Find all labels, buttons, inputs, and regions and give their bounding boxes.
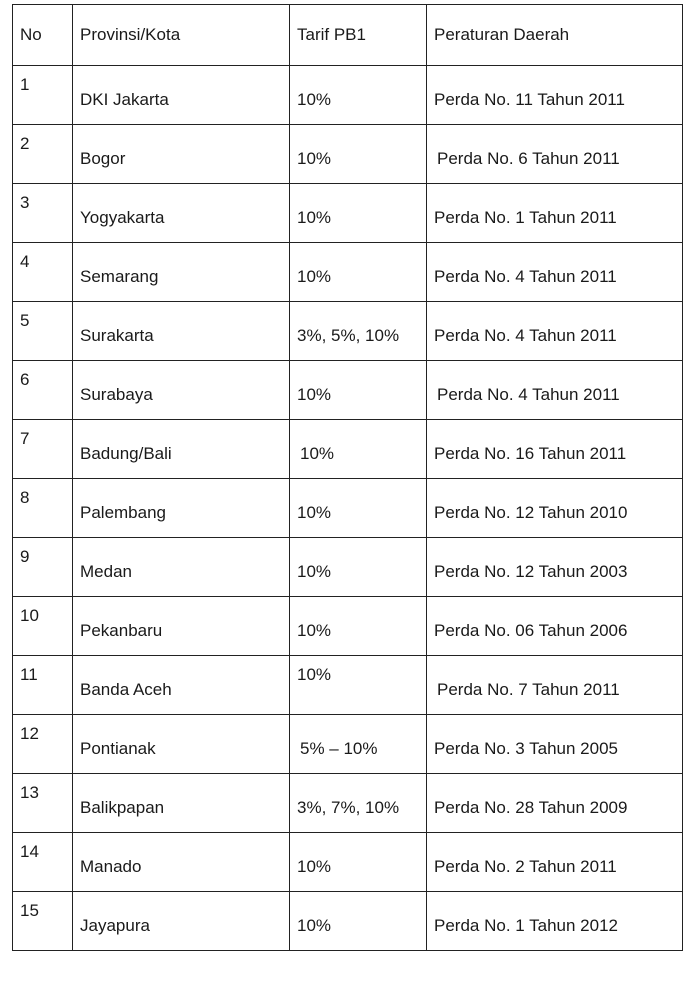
perda-value-cell [427,479,683,538]
tarif-value-cell [290,538,427,597]
row-number-cell [13,715,73,774]
tarif-value-cell [290,125,427,184]
tarif-value-cell [290,715,427,774]
city-name-cell [73,833,290,892]
tarif-pb1-table [12,4,683,951]
tarif-value-cell [290,833,427,892]
city-name-cell [73,538,290,597]
tarif-value: 10% [297,916,332,935]
row-number: 15 [20,901,39,920]
city-name-cell [73,420,290,479]
tarif-value-cell [290,597,427,656]
city-name: Palembang [80,503,167,522]
city-name: Jayapura [80,916,150,935]
tarif-value-cell [290,656,427,715]
city-name: Yogyakarta [80,208,165,227]
row-number-cell [13,302,73,361]
tarif-value: 10% [297,562,332,581]
row-number: 6 [20,370,30,389]
perda-value-cell [427,892,683,951]
tarif-value: 10% [300,444,335,463]
table-row [13,833,683,892]
tarif-value: 3%, 7%, 10% [297,798,400,817]
table-row [13,243,683,302]
perda-value-cell [427,243,683,302]
row-number-cell [13,361,73,420]
row-number-cell [13,656,73,715]
row-number: 13 [20,783,39,802]
tarif-value-cell [290,420,427,479]
city-name-cell [73,184,290,243]
perda-value-cell [427,420,683,479]
perda-value: Perda No. 12 Tahun 2010 [434,503,628,522]
tarif-value-cell [290,774,427,833]
row-number: 7 [20,429,30,448]
row-number-cell [13,774,73,833]
perda-value: Perda No. 1 Tahun 2012 [434,916,618,935]
city-name: Bogor [80,149,126,168]
table-row [13,184,683,243]
perda-value-cell [427,66,683,125]
city-name-cell [73,479,290,538]
table-row [13,420,683,479]
city-name-cell [73,66,290,125]
city-name: Surabaya [80,385,153,404]
tarif-value-cell [290,302,427,361]
table-body [13,5,683,951]
perda-value: Perda No. 16 Tahun 2011 [434,444,627,463]
row-number-cell [13,66,73,125]
tarif-value: 10% [297,857,332,876]
row-number: 11 [20,665,38,684]
city-name: Balikpapan [80,798,165,817]
city-name: Surakarta [80,326,154,345]
city-name-cell [73,597,290,656]
row-number: 12 [20,724,39,743]
city-name-cell [73,656,290,715]
perda-value: Perda No. 28 Tahun 2009 [434,798,628,817]
tarif-value-cell [290,479,427,538]
row-number: 3 [20,193,30,212]
table-row [13,892,683,951]
city-name-cell [73,125,290,184]
row-number: 9 [20,547,30,566]
perda-value-cell [427,715,683,774]
table-header-row [13,5,683,66]
row-number-cell [13,125,73,184]
table-row [13,597,683,656]
city-name: Banda Aceh [80,680,172,699]
city-name: Medan [80,562,132,581]
table-row [13,774,683,833]
row-number-cell [13,538,73,597]
perda-value-cell [427,184,683,243]
perda-value-cell [427,774,683,833]
row-number-cell [13,597,73,656]
perda-value-cell [427,656,683,715]
tarif-value-cell [290,892,427,951]
city-name-cell [73,302,290,361]
tarif-value: 10% [297,621,332,640]
table-row [13,66,683,125]
perda-value: Perda No. 2 Tahun 2011 [434,857,617,876]
city-name: DKI Jakarta [80,90,169,109]
perda-value-cell [427,302,683,361]
perda-value-cell [427,833,683,892]
perda-value: Perda No. 4 Tahun 2011 [437,385,620,404]
city-name: Pontianak [80,739,156,758]
perda-value: Perda No. 12 Tahun 2003 [434,562,628,581]
row-number: 5 [20,311,30,330]
city-name: Badung/Bali [80,444,172,463]
header-no: No [13,5,73,66]
row-number-cell [13,243,73,302]
row-number: 8 [20,488,30,507]
tarif-value-cell [290,66,427,125]
city-name: Pekanbaru [80,621,163,640]
tarif-value-cell [290,184,427,243]
tarif-value: 10% [297,665,332,684]
table-row [13,656,683,715]
tarif-value: 5% – 10% [300,739,378,758]
perda-value-cell [427,125,683,184]
row-number: 14 [20,842,39,861]
row-number-cell [13,420,73,479]
header-tarif-pb1: Tarif PB1 [290,5,427,66]
header-provinsi-kota: Provinsi/Kota [73,5,290,66]
perda-value: Perda No. 06 Tahun 2006 [434,621,628,640]
city-name-cell [73,715,290,774]
row-number: 4 [20,252,30,271]
tarif-value: 10% [297,503,332,522]
city-name-cell [73,243,290,302]
table-row [13,361,683,420]
tarif-value: 10% [297,267,332,286]
row-number: 1 [20,75,30,94]
tarif-value: 3%, 5%, 10% [297,326,400,345]
tarif-value-cell [290,361,427,420]
header-peraturan-daerah: Peraturan Daerah [427,5,683,66]
perda-value: Perda No. 11 Tahun 2011 [434,90,625,109]
table-row [13,302,683,361]
row-number: 10 [20,606,39,625]
row-number-cell [13,833,73,892]
tarif-value: 10% [297,149,332,168]
perda-value-cell [427,538,683,597]
city-name-cell [73,361,290,420]
row-number-cell [13,184,73,243]
perda-value-cell [427,361,683,420]
tarif-value: 10% [297,208,332,227]
perda-value: Perda No. 1 Tahun 2011 [434,208,617,227]
city-name: Manado [80,857,142,876]
tarif-value-cell [290,243,427,302]
perda-value-cell [427,597,683,656]
perda-value: Perda No. 3 Tahun 2005 [434,739,618,758]
table-row [13,715,683,774]
city-name-cell [73,774,290,833]
row-number: 2 [20,134,30,153]
perda-value: Perda No. 4 Tahun 2011 [434,326,617,345]
perda-value: Perda No. 4 Tahun 2011 [434,267,617,286]
row-number-cell [13,479,73,538]
city-name: Semarang [80,267,159,286]
city-name-cell [73,892,290,951]
tarif-value: 10% [297,385,332,404]
tarif-value: 10% [297,90,332,109]
table-row [13,125,683,184]
table-row [13,479,683,538]
perda-value: Perda No. 6 Tahun 2011 [437,149,620,168]
table-row [13,538,683,597]
perda-value: Perda No. 7 Tahun 2011 [437,680,620,699]
row-number-cell [13,892,73,951]
